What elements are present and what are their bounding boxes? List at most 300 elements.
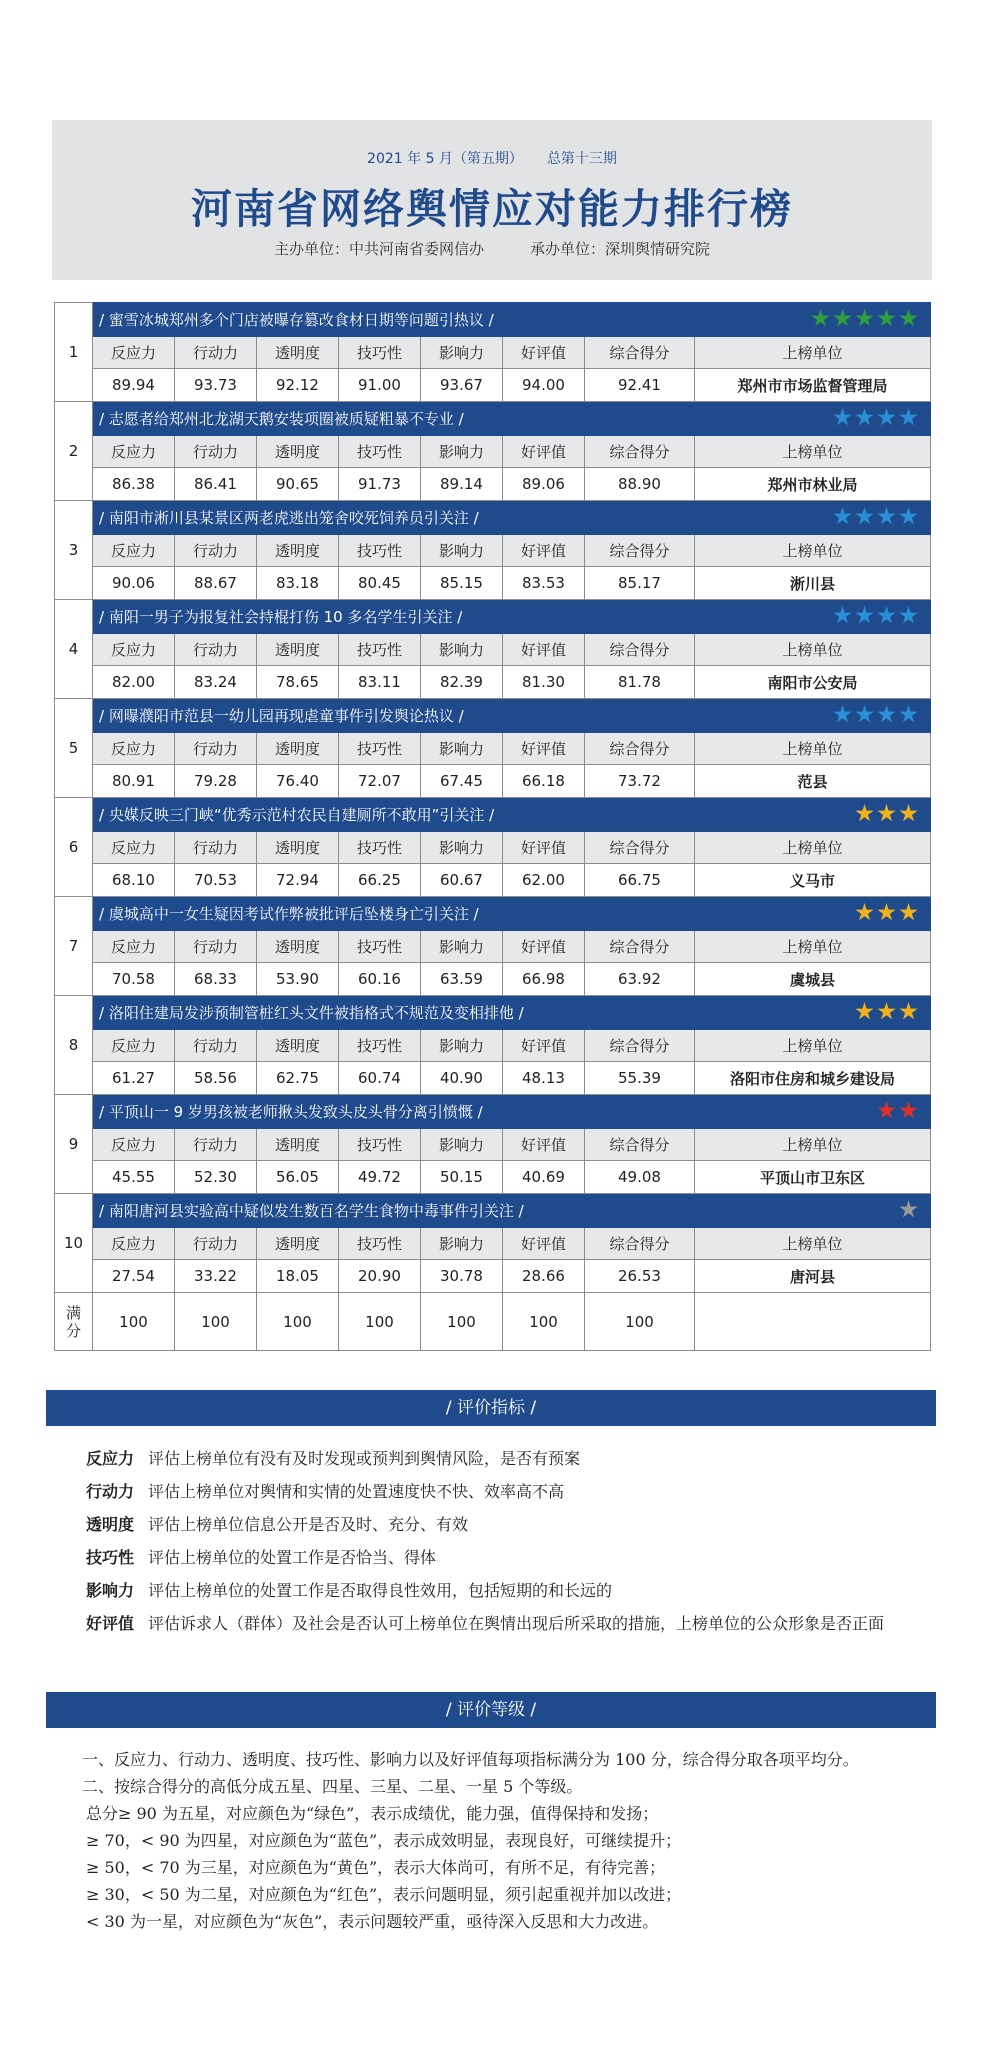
column-header: 反应力 xyxy=(93,436,175,468)
score-cell: 93.73 xyxy=(175,369,257,402)
star-icon xyxy=(899,1002,918,1021)
star-icon xyxy=(877,507,896,526)
column-header: 透明度 xyxy=(257,832,339,864)
column-header: 技巧性 xyxy=(339,1129,421,1161)
score-row xyxy=(55,369,931,402)
score-cell: 92.12 xyxy=(257,369,339,402)
score-cell: 63.92 xyxy=(585,963,695,996)
score-cell: 18.05 xyxy=(257,1260,339,1293)
score-cell: 49.72 xyxy=(339,1161,421,1194)
column-header: 影响力 xyxy=(421,337,503,369)
star-icon xyxy=(833,606,852,625)
column-header: 影响力 xyxy=(421,733,503,765)
score-cell: 80.91 xyxy=(93,765,175,798)
full-score-empty xyxy=(695,1293,931,1351)
indicator-item xyxy=(46,1514,936,1536)
column-header-row xyxy=(55,535,931,567)
event-title xyxy=(93,699,931,733)
star-icon xyxy=(899,309,918,328)
column-header: 上榜单位 xyxy=(695,634,931,666)
column-header-row xyxy=(55,436,931,468)
score-cell: 61.27 xyxy=(93,1062,175,1095)
score-cell: 60.67 xyxy=(421,864,503,897)
event-title-text: / 平顶山一 9 岁男孩被老师揪头发致头皮头骨分离引愤慨 / xyxy=(99,1103,483,1121)
column-header: 透明度 xyxy=(257,931,339,963)
column-header: 综合得分 xyxy=(585,733,695,765)
indicator-term: 影响力 xyxy=(86,1581,135,1600)
listed-unit: 洛阳市住房和城乡建设局 xyxy=(695,1062,931,1095)
column-header: 行动力 xyxy=(175,1129,257,1161)
column-header-row xyxy=(55,733,931,765)
star-icon xyxy=(855,309,874,328)
star-icon xyxy=(899,804,918,823)
star-icon xyxy=(833,309,852,328)
event-title-text: / 蜜雪冰城郑州多个门店被曝存篡改食材日期等问题引热议 / xyxy=(99,311,494,329)
score-cell: 72.07 xyxy=(339,765,421,798)
score-cell: 93.67 xyxy=(421,369,503,402)
score-cell: 91.73 xyxy=(339,468,421,501)
column-header: 综合得分 xyxy=(585,634,695,666)
score-cell: 67.45 xyxy=(421,765,503,798)
score-cell: 53.90 xyxy=(257,963,339,996)
star-icon xyxy=(899,1200,918,1219)
full-score-cell: 100 xyxy=(585,1293,695,1351)
organizer-unit: 承办单位：深圳舆情研究院 xyxy=(530,240,711,258)
star-icon xyxy=(855,408,874,427)
rank-number: 4 xyxy=(55,600,93,699)
column-header: 好评值 xyxy=(503,832,585,864)
score-cell: 78.65 xyxy=(257,666,339,699)
column-header: 反应力 xyxy=(93,535,175,567)
column-header: 行动力 xyxy=(175,436,257,468)
rank-number: 1 xyxy=(55,303,93,402)
column-header: 透明度 xyxy=(257,1129,339,1161)
grade-paragraph: 一、反应力、行动力、透明度、技巧性、影响力以及好评值每项指标满分为 100 分，综合得分取各项平均分。 xyxy=(82,1750,859,1769)
column-header: 行动力 xyxy=(175,931,257,963)
score-cell: 83.11 xyxy=(339,666,421,699)
star-icon xyxy=(855,606,874,625)
column-header: 技巧性 xyxy=(339,832,421,864)
event-title-text: / 志愿者给郑州北龙湖天鹅安装项圈被质疑粗暴不专业 / xyxy=(99,410,464,428)
score-cell: 55.39 xyxy=(585,1062,695,1095)
score-cell: 62.75 xyxy=(257,1062,339,1095)
column-header: 好评值 xyxy=(503,1030,585,1062)
column-header-row xyxy=(55,931,931,963)
column-header: 技巧性 xyxy=(339,634,421,666)
event-title-text: / 南阳市淅川县某景区两老虎逃出笼舍咬死饲养员引关注 / xyxy=(99,509,479,527)
column-header: 透明度 xyxy=(257,436,339,468)
score-cell: 92.41 xyxy=(585,369,695,402)
entry-title-row xyxy=(55,798,931,832)
rank-number: 9 xyxy=(55,1095,93,1194)
score-cell: 81.30 xyxy=(503,666,585,699)
column-header: 上榜单位 xyxy=(695,733,931,765)
rank-number: 3 xyxy=(55,501,93,600)
score-cell: 85.17 xyxy=(585,567,695,600)
indicator-desc: 评估上榜单位信息公开是否及时、充分、有效 xyxy=(148,1515,469,1534)
score-cell: 60.74 xyxy=(339,1062,421,1095)
score-cell: 66.98 xyxy=(503,963,585,996)
column-header: 好评值 xyxy=(503,1228,585,1260)
entry-title-row xyxy=(55,699,931,733)
star-icon xyxy=(877,1101,896,1120)
score-cell: 26.53 xyxy=(585,1260,695,1293)
score-cell: 82.39 xyxy=(421,666,503,699)
indicators-header: / 评价指标 / xyxy=(46,1390,936,1426)
score-cell: 66.75 xyxy=(585,864,695,897)
score-row xyxy=(55,765,931,798)
full-score-label-text: 满分 xyxy=(65,1303,81,1340)
star-icon xyxy=(855,1002,874,1021)
score-cell: 70.58 xyxy=(93,963,175,996)
star-icon xyxy=(899,408,918,427)
indicator-desc: 评估上榜单位的处置工作是否恰当、得体 xyxy=(148,1548,437,1567)
column-header: 行动力 xyxy=(175,1030,257,1062)
column-header: 综合得分 xyxy=(585,436,695,468)
score-cell: 49.08 xyxy=(585,1161,695,1194)
score-cell: 90.65 xyxy=(257,468,339,501)
column-header: 行动力 xyxy=(175,535,257,567)
score-cell: 72.94 xyxy=(257,864,339,897)
column-header: 上榜单位 xyxy=(695,931,931,963)
column-header: 技巧性 xyxy=(339,733,421,765)
star-icon xyxy=(855,903,874,922)
event-title xyxy=(93,600,931,634)
indicator-item xyxy=(46,1547,936,1569)
star-icon xyxy=(811,309,830,328)
score-cell: 30.78 xyxy=(421,1260,503,1293)
column-header: 上榜单位 xyxy=(695,535,931,567)
score-cell: 40.69 xyxy=(503,1161,585,1194)
score-row xyxy=(55,864,931,897)
rank-number: 6 xyxy=(55,798,93,897)
score-cell: 70.53 xyxy=(175,864,257,897)
score-cell: 27.54 xyxy=(93,1260,175,1293)
grade-rules xyxy=(46,1746,936,1935)
star-icon xyxy=(855,804,874,823)
rank-number: 2 xyxy=(55,402,93,501)
column-header: 反应力 xyxy=(93,832,175,864)
indicator-definitions xyxy=(46,1448,936,1646)
score-cell: 89.94 xyxy=(93,369,175,402)
indicator-item xyxy=(46,1580,936,1602)
score-cell: 76.40 xyxy=(257,765,339,798)
star-rating xyxy=(852,804,918,823)
full-score-cell: 100 xyxy=(503,1293,585,1351)
column-header: 行动力 xyxy=(175,1228,257,1260)
score-cell: 58.56 xyxy=(175,1062,257,1095)
event-title xyxy=(93,897,931,931)
listed-unit: 郑州市市场监督管理局 xyxy=(695,369,931,402)
score-cell: 88.67 xyxy=(175,567,257,600)
column-header: 上榜单位 xyxy=(695,832,931,864)
score-cell: 50.15 xyxy=(421,1161,503,1194)
score-cell: 82.00 xyxy=(93,666,175,699)
indicator-item xyxy=(46,1613,936,1635)
listed-unit: 虞城县 xyxy=(695,963,931,996)
score-cell: 80.45 xyxy=(339,567,421,600)
host-unit: 主办单位：中共河南省委网信办 xyxy=(273,240,484,258)
event-title xyxy=(93,1095,931,1129)
column-header: 上榜单位 xyxy=(695,436,931,468)
column-header: 行动力 xyxy=(175,634,257,666)
grade-rule: ≥ 30，< 50 为二星，对应颜色为“红色”，表示问题明显，须引起重视并加以改进； xyxy=(86,1885,682,1904)
indicator-desc: 评估诉求人（群体）及社会是否认可上榜单位在舆情出现后所采取的措施，上榜单位的公众形象是否正面 xyxy=(148,1614,885,1633)
star-icon xyxy=(899,705,918,724)
column-header: 综合得分 xyxy=(585,832,695,864)
score-cell: 56.05 xyxy=(257,1161,339,1194)
star-icon xyxy=(899,903,918,922)
column-header: 反应力 xyxy=(93,931,175,963)
full-score-cell: 100 xyxy=(421,1293,503,1351)
score-cell: 66.18 xyxy=(503,765,585,798)
indicator-item xyxy=(46,1481,936,1503)
event-title-text: / 网曝濮阳市范县一幼儿园再现虐童事件引发舆论热议 / xyxy=(99,707,464,725)
column-header: 反应力 xyxy=(93,1129,175,1161)
column-header: 综合得分 xyxy=(585,1030,695,1062)
score-cell: 60.16 xyxy=(339,963,421,996)
event-title xyxy=(93,996,931,1030)
column-header: 反应力 xyxy=(93,1228,175,1260)
listed-unit: 范县 xyxy=(695,765,931,798)
star-icon xyxy=(833,507,852,526)
star-rating xyxy=(808,309,918,328)
star-icon xyxy=(899,1101,918,1120)
column-header: 透明度 xyxy=(257,1030,339,1062)
indicator-term: 好评值 xyxy=(86,1614,135,1633)
column-header: 上榜单位 xyxy=(695,337,931,369)
indicator-term: 技巧性 xyxy=(86,1548,135,1567)
full-score-label xyxy=(55,1293,93,1351)
score-cell: 89.06 xyxy=(503,468,585,501)
star-rating xyxy=(852,1002,918,1021)
score-cell: 91.00 xyxy=(339,369,421,402)
column-header: 影响力 xyxy=(421,436,503,468)
column-header: 行动力 xyxy=(175,337,257,369)
score-cell: 28.66 xyxy=(503,1260,585,1293)
rank-number: 10 xyxy=(55,1194,93,1293)
entry-title-row xyxy=(55,501,931,535)
score-row xyxy=(55,666,931,699)
score-cell: 86.41 xyxy=(175,468,257,501)
entry-title-row xyxy=(55,402,931,436)
grades-header: / 评价等级 / xyxy=(46,1692,936,1728)
entry-title-row xyxy=(55,897,931,931)
score-cell: 73.72 xyxy=(585,765,695,798)
star-icon xyxy=(877,705,896,724)
full-score-cell: 100 xyxy=(339,1293,421,1351)
column-header: 好评值 xyxy=(503,436,585,468)
column-header-row xyxy=(55,832,931,864)
score-row xyxy=(55,1161,931,1194)
entry-title-row xyxy=(55,996,931,1030)
column-header: 技巧性 xyxy=(339,436,421,468)
star-rating xyxy=(874,1101,918,1120)
grade-rule: < 30 为一星，对应颜色为“灰色”，表示问题较严重，亟待深入反思和大力改进。 xyxy=(86,1912,659,1931)
score-cell: 68.33 xyxy=(175,963,257,996)
column-header-row xyxy=(55,1129,931,1161)
event-title xyxy=(93,1194,931,1228)
score-cell: 83.18 xyxy=(257,567,339,600)
column-header: 影响力 xyxy=(421,1030,503,1062)
column-header: 反应力 xyxy=(93,1030,175,1062)
column-header: 行动力 xyxy=(175,733,257,765)
column-header: 综合得分 xyxy=(585,535,695,567)
listed-unit: 平顶山市卫东区 xyxy=(695,1161,931,1194)
star-icon xyxy=(877,408,896,427)
star-icon xyxy=(855,507,874,526)
star-icon xyxy=(877,309,896,328)
event-title xyxy=(93,303,931,337)
column-header-row xyxy=(55,634,931,666)
indicator-desc: 评估上榜单位有没有及时发现或预判到舆情风险，是否有预案 xyxy=(148,1449,581,1468)
column-header: 技巧性 xyxy=(339,1228,421,1260)
entry-title-row xyxy=(55,303,931,337)
column-header: 行动力 xyxy=(175,832,257,864)
column-header: 综合得分 xyxy=(585,931,695,963)
column-header: 透明度 xyxy=(257,337,339,369)
star-icon xyxy=(877,903,896,922)
column-header: 技巧性 xyxy=(339,535,421,567)
event-title-text: / 南阳一男子为报复社会持棍打伤 10 多名学生引关注 / xyxy=(99,608,463,626)
column-header: 好评值 xyxy=(503,1129,585,1161)
entry-title-row xyxy=(55,1194,931,1228)
report-header xyxy=(52,120,932,280)
score-cell: 94.00 xyxy=(503,369,585,402)
star-icon xyxy=(855,705,874,724)
column-header: 上榜单位 xyxy=(695,1228,931,1260)
sponsor-line xyxy=(52,238,932,259)
page-title: 河南省网络舆情应对能力排行榜 xyxy=(191,185,793,233)
score-cell: 83.24 xyxy=(175,666,257,699)
star-rating xyxy=(830,507,918,526)
score-cell: 20.90 xyxy=(339,1260,421,1293)
star-icon xyxy=(833,705,852,724)
score-row xyxy=(55,567,931,600)
column-header: 综合得分 xyxy=(585,337,695,369)
column-header: 技巧性 xyxy=(339,337,421,369)
column-header: 反应力 xyxy=(93,337,175,369)
score-cell: 40.90 xyxy=(421,1062,503,1095)
score-row xyxy=(55,1260,931,1293)
score-row xyxy=(55,963,931,996)
score-cell: 52.30 xyxy=(175,1161,257,1194)
score-cell: 66.25 xyxy=(339,864,421,897)
star-rating xyxy=(896,1200,918,1219)
rank-number: 7 xyxy=(55,897,93,996)
column-header: 影响力 xyxy=(421,931,503,963)
column-header-row xyxy=(55,1228,931,1260)
column-header: 好评值 xyxy=(503,733,585,765)
full-score-cell: 100 xyxy=(175,1293,257,1351)
column-header-row xyxy=(55,337,931,369)
column-header: 技巧性 xyxy=(339,931,421,963)
score-cell: 88.90 xyxy=(585,468,695,501)
event-title xyxy=(93,501,931,535)
column-header: 透明度 xyxy=(257,535,339,567)
ranking-table xyxy=(54,302,931,1351)
full-score-row xyxy=(55,1293,931,1351)
column-header: 反应力 xyxy=(93,733,175,765)
grade-rule: ≥ 70，< 90 为四星，对应颜色为“蓝色”，表示成效明显，表现良好，可继续提升； xyxy=(86,1831,682,1850)
score-cell: 33.22 xyxy=(175,1260,257,1293)
star-icon xyxy=(877,1002,896,1021)
indicator-term: 行动力 xyxy=(86,1482,135,1501)
grade-rule: ≥ 50，< 70 为三星，对应颜色为“黄色”，表示大体尚可，有所不足，有待完善； xyxy=(86,1858,666,1877)
issue-date: 2021 年 5 月（第五期） xyxy=(367,151,523,167)
score-cell: 68.10 xyxy=(93,864,175,897)
star-rating xyxy=(830,408,918,427)
star-icon xyxy=(899,507,918,526)
score-cell: 85.15 xyxy=(421,567,503,600)
score-cell: 45.55 xyxy=(93,1161,175,1194)
column-header: 影响力 xyxy=(421,1129,503,1161)
event-title xyxy=(93,798,931,832)
column-header: 好评值 xyxy=(503,535,585,567)
score-cell: 90.06 xyxy=(93,567,175,600)
star-rating xyxy=(830,606,918,625)
column-header: 影响力 xyxy=(421,535,503,567)
grade-rule: 总分≥ 90 为五星，对应颜色为“绿色”，表示成绩优，能力强，值得保持和发扬； xyxy=(86,1804,659,1823)
event-title xyxy=(93,402,931,436)
score-row xyxy=(55,468,931,501)
score-cell: 62.00 xyxy=(503,864,585,897)
indicator-item xyxy=(46,1448,936,1470)
full-score-cell: 100 xyxy=(93,1293,175,1351)
score-cell: 86.38 xyxy=(93,468,175,501)
event-title-text: / 洛阳住建局发涉预制管桩红头文件被指格式不规范及变相排他 / xyxy=(99,1004,524,1022)
score-cell: 83.53 xyxy=(503,567,585,600)
issue-line xyxy=(52,148,932,168)
column-header: 上榜单位 xyxy=(695,1129,931,1161)
column-header: 透明度 xyxy=(257,1228,339,1260)
entry-title-row xyxy=(55,1095,931,1129)
indicator-term: 透明度 xyxy=(86,1515,135,1534)
star-icon xyxy=(899,606,918,625)
column-header: 影响力 xyxy=(421,634,503,666)
event-title-text: / 虞城高中一女生疑因考试作弊被批评后坠楼身亡引关注 / xyxy=(99,905,479,923)
rank-number: 8 xyxy=(55,996,93,1095)
star-rating xyxy=(830,705,918,724)
star-icon xyxy=(877,606,896,625)
grade-paragraph: 二、按综合得分的高低分成五星、四星、三星、二星、一星 5 个等级。 xyxy=(82,1777,583,1796)
score-cell: 89.14 xyxy=(421,468,503,501)
column-header: 综合得分 xyxy=(585,1129,695,1161)
score-cell: 79.28 xyxy=(175,765,257,798)
listed-unit: 义马市 xyxy=(695,864,931,897)
column-header: 影响力 xyxy=(421,1228,503,1260)
listed-unit: 郑州市林业局 xyxy=(695,468,931,501)
column-header: 好评值 xyxy=(503,931,585,963)
indicator-desc: 评估上榜单位的处置工作是否取得良性效用，包括短期的和长远的 xyxy=(148,1581,613,1600)
event-title-text: / 央媒反映三门峡“优秀示范村农民自建厕所不敢用”引关注 / xyxy=(99,806,495,824)
column-header-row xyxy=(55,1030,931,1062)
column-header: 好评值 xyxy=(503,337,585,369)
column-header: 透明度 xyxy=(257,634,339,666)
column-header: 技巧性 xyxy=(339,1030,421,1062)
listed-unit: 淅川县 xyxy=(695,567,931,600)
column-header: 透明度 xyxy=(257,733,339,765)
rank-number: 5 xyxy=(55,699,93,798)
indicator-term: 反应力 xyxy=(86,1449,135,1468)
score-cell: 63.59 xyxy=(421,963,503,996)
column-header: 上榜单位 xyxy=(695,1030,931,1062)
listed-unit: 唐河县 xyxy=(695,1260,931,1293)
star-rating xyxy=(852,903,918,922)
listed-unit: 南阳市公安局 xyxy=(695,666,931,699)
score-row xyxy=(55,1062,931,1095)
issue-total: 总第十三期 xyxy=(546,151,617,167)
